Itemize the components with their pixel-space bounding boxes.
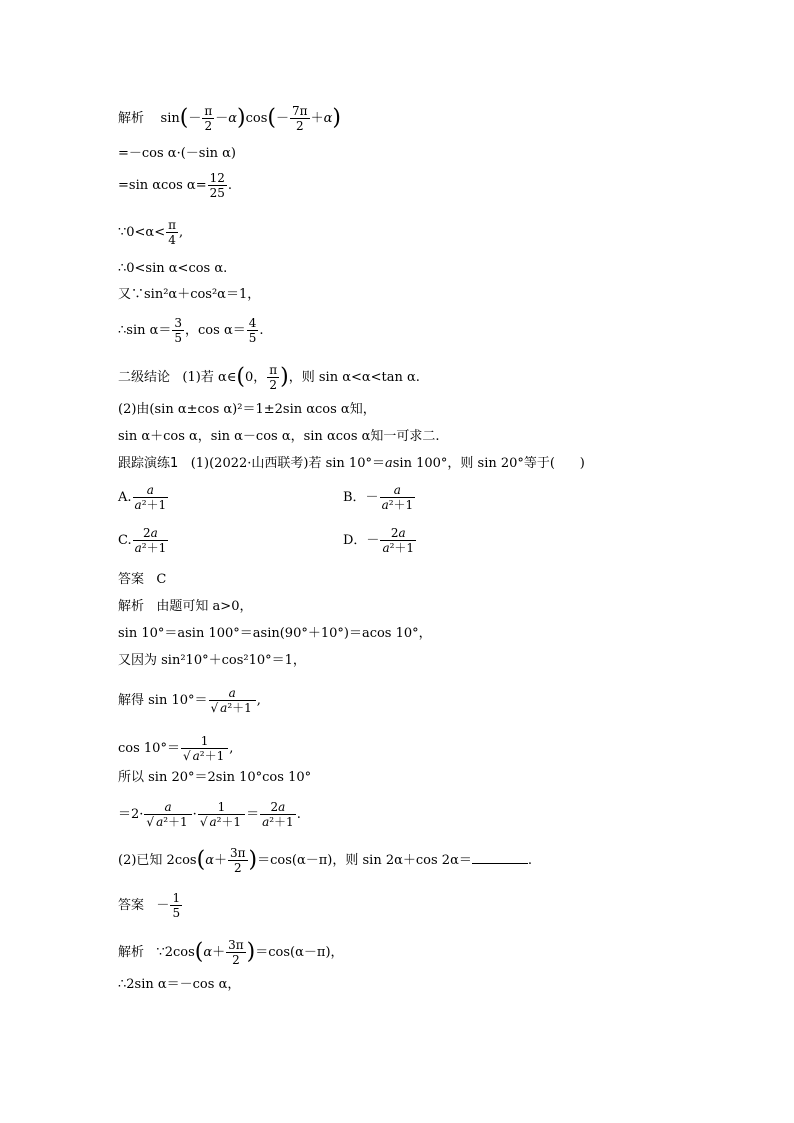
solution-2-line-2: ∴2sin α＝－cos α， (118, 977, 241, 992)
solution-1-line-7: ＝2· $\frac{a}{\text{√ a²＋1}}$ · $\frac{1}{\text{√ a²＋1}}$ ＝ $\frac{2a}{\text{a²＋1}}$ . (118, 800, 301, 829)
analysis-line-5: ∴0<sin α<cos α. (118, 261, 228, 276)
solution-1-line-1: 解析 由题可知 a>0， (118, 599, 253, 614)
solution-1-line-4: 解得 sin 10°＝ $\frac{a}{\text{√ a²＋1}}$ , (118, 686, 261, 715)
analysis-line-7: ∴sin α＝ $\frac{3}{5}$ ，cos α＝ $\frac{4}{5}$ . (118, 316, 264, 345)
analysis-line-1: 解析 sin(－ $\frac{\pi}{2}$ －α)cos(－ $\frac{7\pi}{2}$ ＋α) (118, 104, 341, 133)
fraction-3-over-5: $\frac{3}{5}$ (174, 316, 183, 345)
conclusion-line-3: sin α＋cos α，sin α－cos α，sin αcos α知一可求二. (118, 429, 440, 444)
solution-2-line-1: 解析 ∵2cos(α＋ $\frac{3\pi}{2}$ )＝cos(α－π)， (118, 938, 344, 967)
solution-1-line-2: sin 10°＝asin 100°＝asin(90°＋10°)＝acos 10°， (118, 626, 432, 641)
option-a[interactable]: A. $\frac{a}{\text{a²＋1}}$ (118, 483, 167, 512)
conclusion-line-2: (2)由(sin α±cos α)²＝1±2sin αcos α知， (118, 402, 376, 417)
conclusion-label: 二级结论 (118, 370, 171, 385)
answer-line-2: 答案 － $\frac{1}{5}$ (118, 891, 181, 920)
fraction-pi-over-2-interval: $\frac{\pi}{2}$ (269, 363, 278, 392)
solution-1-line-5: cos 10°＝ $\frac{1}{\text{√ a²＋1}}$ , (118, 734, 234, 763)
conclusion-line-1: 二级结论 (1)若 α∈(0， $\frac{\pi}{2}$ )，则 sin α<α<tan α. (118, 363, 420, 392)
analysis-line-4: ∵0<α< $\frac{\pi}{4}$ , (118, 218, 184, 247)
answer-line-1 (118, 572, 166, 588)
answer-blank[interactable] (472, 851, 528, 864)
answer-value: C (156, 572, 167, 587)
analysis-line-2: =－cos α·(－sin α) (118, 146, 236, 161)
fraction-4-over-5: $\frac{4}{5}$ (248, 316, 257, 345)
fraction-12-over-25: $\frac{12}{25}$ (209, 171, 225, 200)
option-c[interactable]: C. $\frac{2a}{\text{a²＋1}}$ (118, 526, 167, 555)
solution-1-line-6: 所以 sin 20°＝2sin 10°cos 10° (118, 770, 312, 785)
fraction-pi-over-2: $\frac{\pi}{2}$ (204, 104, 213, 133)
practice-question-2: (2)已知 2cos(α＋ $\frac{3\pi}{2}$ )＝cos(α－π)，则 sin 2α＋cos 2α＝ . (118, 846, 532, 875)
solution-1-line-3: 又因为 sin²10°＋cos²10°＝1， (118, 653, 306, 668)
analysis-line-3: =sin αcos α= $\frac{12}{25}$ . (118, 171, 233, 200)
analysis-line-6: 又∵sin²α＋cos²α＝1， (118, 287, 261, 302)
analysis-label: 解析 (118, 111, 145, 126)
fraction-1-over-5: $\frac{1}{5}$ (172, 891, 181, 920)
practice-question-1: 跟踪演练1 (1)(2022·山西联考)若 sin 10°＝asin 100°，则 sin 20°等于( ) (118, 456, 585, 471)
fraction-pi-over-4: $\frac{\pi}{4}$ (168, 218, 176, 247)
option-b[interactable]: B．－ $\frac{a}{\text{a²＋1}}$ (343, 483, 414, 512)
practice-label: 跟踪演练1 (118, 456, 179, 471)
answer-label: 答案 (118, 572, 145, 587)
option-d[interactable]: D．－ $\frac{2a}{\text{a²＋1}}$ (343, 526, 415, 555)
fraction-7pi-over-2: $\frac{7\pi}{2}$ (292, 104, 308, 133)
